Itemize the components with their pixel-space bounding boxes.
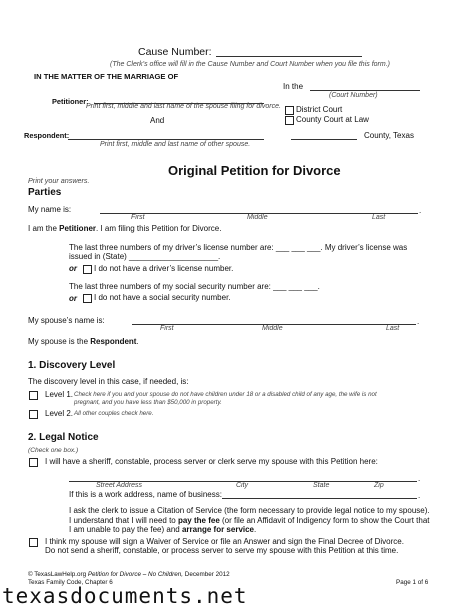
respondent-statement: My spouse is the Respondent. [28,337,139,346]
legal-notice-heading: 2. Legal Notice [28,432,99,443]
addr-caption-street: Street Address [96,482,143,489]
discovery-intro: The discovery level in this case, if needed, is: [28,377,189,386]
respondent-label: Respondent: [24,131,70,140]
clerk-line-1: I ask the clerk to issue a Citation of Service (the form necessary to provide legal notice to my spouse). [69,506,430,515]
county-court-checkbox[interactable] [285,116,294,125]
in-the-label: In the [283,82,304,91]
level2-checkbox[interactable] [29,410,38,419]
footer-code: Texas Family Code, Chapter 6 [28,579,113,586]
spouse-caption-first: First [160,325,174,332]
petitioner-statement: I am the Petitioner. I am filing this Petition for Divorce. [28,224,222,233]
addr-caption-city: City [236,482,249,489]
and-label: And [150,116,165,125]
district-court-label: District Court [296,105,343,114]
parties-heading: Parties [28,187,62,198]
spouse-caption-middle: Middle [262,325,283,332]
no-ssn-checkbox[interactable] [83,294,92,303]
license-line-2: issued in (State) ____________________. [69,252,221,261]
footer-page: Page 1 of 6 [396,579,429,586]
respondent-name-field[interactable] [68,139,264,140]
footer-copyright: © TexasLawHelp.org Petition for Divorce – No Children, December 2012 [28,571,230,578]
waiver-checkbox[interactable] [29,538,38,547]
matter-title: IN THE MATTER OF THE MARRIAGE OF [34,72,179,81]
spouse-name-period: . [417,317,420,326]
clerk-line-2: I understand that I will need to pay the fee (or file an Affidavit of Indigency form to show the Court that [69,516,430,525]
court-number-caption: (Court Number) [329,92,378,99]
serve-checkbox[interactable] [29,458,38,467]
waiver-line-1: I think my spouse will sign a Waiver of Service or file an Answer and sign the Final Decree of Divorce. [45,537,404,546]
county-texas-label: County, Texas [364,131,414,140]
page-title: Original Petition for Divorce [168,163,341,178]
check-one-note: (Check one box.) [28,447,79,454]
name-caption-middle: Middle [247,214,268,221]
county-field[interactable] [291,139,357,140]
serve-option-text: I will have a sheriff, constable, process server or clerk serve my spouse with this Petition here: [45,457,378,466]
level2-note: All other couples check here. [74,410,154,417]
addr-caption-state: State [313,482,330,489]
spouse-name-label: My spouse’s name is: [28,316,105,325]
county-court-label: County Court at Law [296,115,369,124]
my-name-period: . [419,206,422,215]
clerk-line-3: I am unable to pay the fee) and arrange for service. [69,525,257,534]
addr-caption-zip: Zip [374,482,384,489]
spouse-caption-last: Last [386,325,400,332]
no-license-checkbox[interactable] [83,265,92,274]
name-caption-first: First [131,214,145,221]
level1-note-a: Check here if you and your spouse do not have children under 18 or a disabled child of any age, the wife is not [74,391,377,398]
license-line-1: The last three numbers of my driver’s license number are: ___ ___ ___. My driver’s license was [69,243,408,252]
respondent-caption: Print first, middle and last name of other spouse. [100,141,251,148]
or-label-license: or [69,264,77,273]
address-period: . [418,474,421,483]
or-label-ssn: or [69,294,77,303]
no-license-label: I do not have a driver’s license number. [94,264,234,273]
business-name-field[interactable] [222,498,417,499]
level1-note-b: pregnant, and you have less than $50,000 in property. [74,399,222,406]
level1-checkbox[interactable] [29,391,38,400]
petitioner-label: Petitioner: [52,97,89,106]
petitioner-caption: Print first, middle and last name of the spouse filing for divorce. [86,103,281,110]
cause-number-field[interactable] [216,56,362,57]
watermark: texasdocuments.net [2,584,248,608]
cause-number-label: Cause Number: [138,46,212,58]
clerk-note: (The Clerk’s office will fill in the Cause Number and Court Number when you file this form.) [110,61,390,68]
level2-label: Level 2. [45,409,74,418]
no-ssn-label: I do not have a social security number. [94,293,231,302]
print-answers-note: Print your answers. [28,176,90,185]
discovery-heading: 1. Discovery Level [28,360,116,371]
district-court-checkbox[interactable] [285,106,294,115]
ssn-line: The last three numbers of my social security number are: ___ ___ ___. [69,282,320,291]
business-period: . [418,491,421,500]
court-number-field[interactable] [310,90,420,91]
work-address-label: If this is a work address, name of business: [69,490,222,499]
waiver-line-2: Do not send a sheriff, constable, or process server to serve my spouse with this Petition at this time. [45,546,399,555]
my-name-label: My name is: [28,205,72,214]
level1-label: Level 1. [45,390,74,399]
name-caption-last: Last [372,214,386,221]
